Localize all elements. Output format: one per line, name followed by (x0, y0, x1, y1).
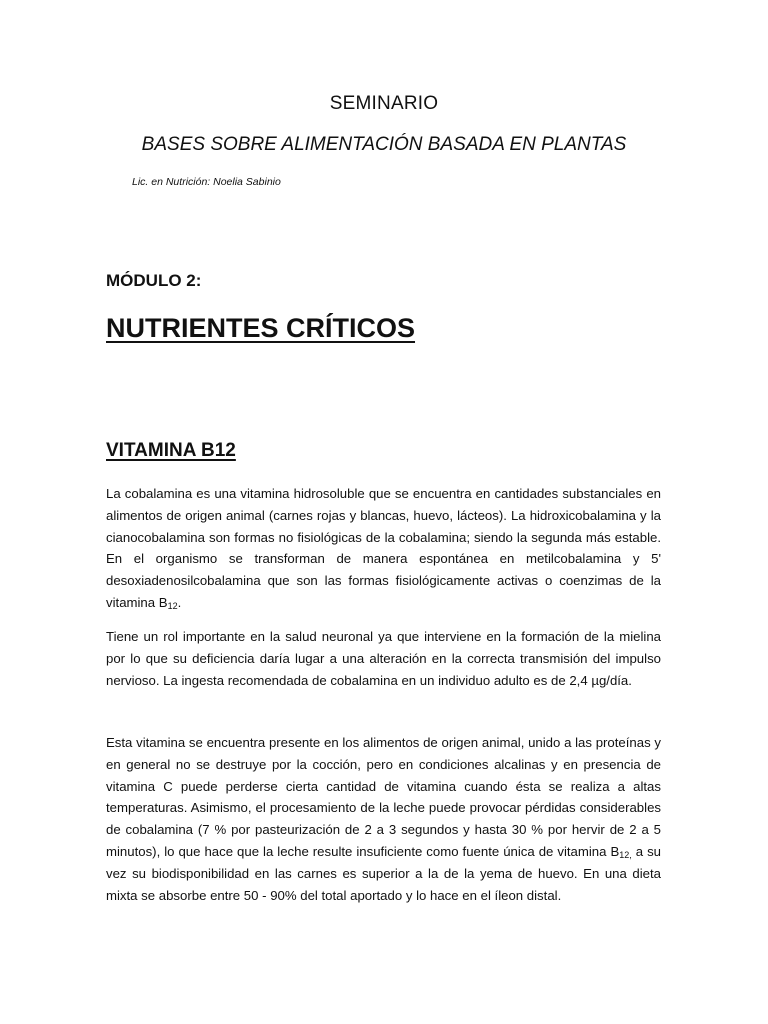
module-title: NUTRIENTES CRÍTICOS (106, 313, 416, 343)
paragraph-3-text-a: Esta vitamina se encuentra presente en los alimentos de origen animal, unido a las proteínas y en general no se destruye por la cocción, pero en condiciones alcalinas y en presencia de vitamina C puede perderse cierta cantidad de vitamina cuando ésta se realiza a altas temperaturas. Asimismo, el procesamiento de la leche puede provocar pérdidas considerables de cobalamina (7 % por pasteurización de 2 a 3 segundos y hasta 30 % por hervir de 2 a 5 minutos), lo que hace que la leche resulte insuficiente como fuente única de vitamina B (106, 735, 661, 859)
paragraph-1 (106, 483, 661, 614)
paragraph-1-end: . (177, 594, 182, 610)
paragraph-2 (106, 626, 661, 691)
seminar-title: SEMINARIO (329, 93, 439, 114)
paragraph-1-subscript: 12 (167, 600, 178, 611)
module-label: MÓDULO 2: (106, 271, 202, 290)
section-title: VITAMINA B12 (106, 440, 236, 461)
paragraph-3-text-b: a su vez su biodisponibilidad en las carnes es superior a la de la yema de huevo. En una dieta mixta se absorbe entre 50 - 90% del total aportado y lo hace en el íleon distal. (106, 843, 661, 903)
paragraph-3-subscript: 12, (619, 849, 632, 860)
author-credit: Lic. en Nutrición: Noelia Sabinio (132, 176, 281, 188)
paragraph-1-text: La cobalamina es una vitamina hidrosoluble que se encuentra en cantidades substanciales en alimentos de origen animal (carnes rojas y blancas, huevo, lácteos). La hidroxicobalamina y la cianocobalamina son formas no fisiológicas de la cobalamina; siendo la segunda más estable. En el organismo se transforman de manera espontánea en metilcobalamina y 5' desoxiadenosilcobalamina que son las formas fisiológicamente activas o coenzimas de la vitamina B (106, 486, 661, 610)
paragraph-2-text: Tiene un rol importante en la salud neuronal ya que interviene en la formación de la mielina por lo que su deficiencia daría lugar a una alteración en la correcta transmisión del impulso nervioso. La ingesta recomendada de cobalamina en un individuo adulto es de 2,4 µg/día. (106, 629, 661, 688)
seminar-subtitle: BASES SOBRE ALIMENTACIÓN BASADA EN PLANTAS (141, 134, 627, 155)
paragraph-3 (106, 732, 661, 906)
